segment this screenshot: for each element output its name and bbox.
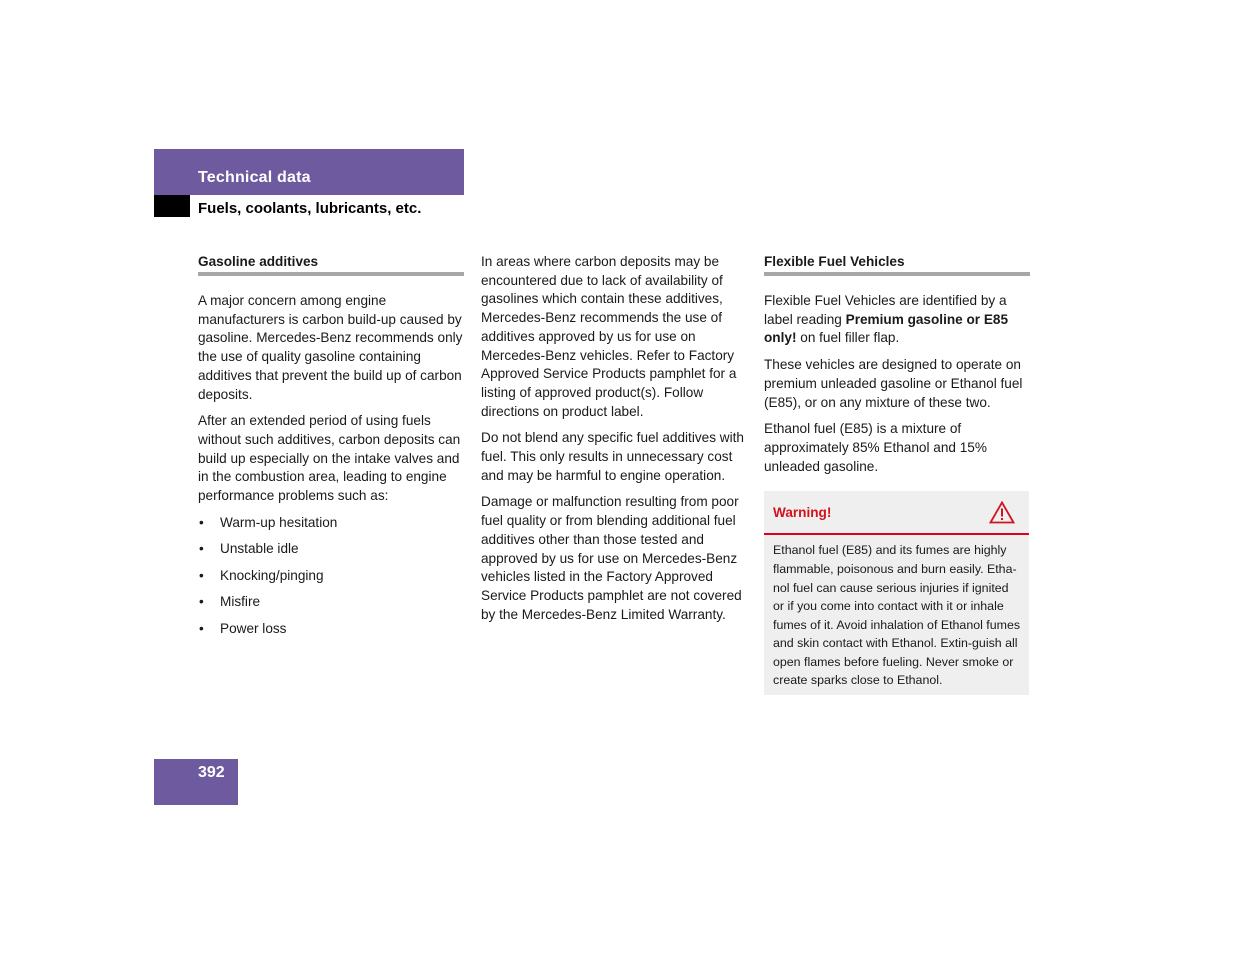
section-title: Technical data: [198, 169, 311, 186]
header-marker: [154, 195, 190, 217]
paragraph: These vehicles are designed to operate on premium unleaded gasoline or Ethanol fuel (E85), or on any mixture of these two.: [764, 357, 1023, 410]
heading-gasoline-additives: Gasoline additives: [198, 253, 464, 276]
warning-header: [764, 491, 1029, 535]
warning-triangle-icon: [989, 501, 1015, 524]
text-run: on fuel filler flap.: [796, 330, 900, 346]
paragraph: Do not blend any specific fuel additives with fuel. This only results in unnecessary cost and may be harmful to engine operation.: [481, 430, 744, 483]
column-gasoline-additives: [198, 253, 464, 646]
paragraph: After an extended period of using fuels without such additives, carbon deposits can build up especially on the intake valves and in the combustion area, leading to engine performance problems such as:: [198, 413, 461, 504]
list-item: • Knocking/pinging: [198, 567, 464, 586]
text-run: Flexible Fuel Vehicles are identified by a label reading: [764, 293, 1007, 327]
list-item: • Power loss: [198, 620, 464, 639]
column-additives-continued: [481, 253, 747, 632]
page-number: 392: [198, 764, 225, 781]
page-number-box: [154, 759, 238, 805]
label-text-bold: Premium gasoline or E85 only!: [764, 311, 1009, 346]
paragraph: A major concern among engine manufacturers is carbon build-up caused by gasoline. Mercedes-Benz recommends only the use of quality gasoline containing additives that prevent the build up of carbon deposits.: [198, 293, 463, 402]
list-item: • Unstable idle: [198, 540, 464, 559]
warning-box: [764, 491, 1029, 695]
paragraph: [764, 292, 1030, 348]
paragraph: Ethanol fuel (E85) is a mixture of approximately 85% Ethanol and 15% unleaded gasoline.: [764, 421, 987, 474]
list-item: • Warm-up hesitation: [198, 514, 464, 533]
symptom-list: [198, 514, 464, 639]
paragraph: Damage or malfunction resulting from poor fuel quality or from blending additional fuel additives other than those tested and approved by us for use on Mercedes-Benz vehicles listed in the Factory Approved Service Products pamphlet are not covered by the Mercedes-Benz Limited Warranty.: [481, 494, 742, 622]
subsection-title: Fuels, coolants, lubricants, etc.: [198, 200, 422, 217]
paragraph: In areas where carbon deposits may be encountered due to lack of availability of gasolines which contain these additives, Mercedes-Benz recommends the use of additives approved by us for use on Mercedes-Benz vehicles. Refer to Factory Approved Service Products pamphlet for a listing of approved product(s). Follow directions on product label.: [481, 254, 737, 419]
warning-title: Warning!: [773, 505, 832, 521]
heading-flexible-fuel-vehicles: Flexible Fuel Vehicles: [764, 253, 1030, 276]
warning-text: Ethanol fuel (E85) and its fumes are highly flammable, poisonous and burn easily. Etha-nol fuel can cause serious injuries if ignited or if you come into contact with it or inhale fumes of it. Avoid inhalation of Ethanol fumes and skin contact with Ethanol. Extin-guish all open flames before fueling. Never smoke or create sparks close to Ethanol.: [773, 543, 1021, 688]
column-flexible-fuel: [764, 253, 1030, 695]
list-item: • Misfire: [198, 593, 464, 612]
